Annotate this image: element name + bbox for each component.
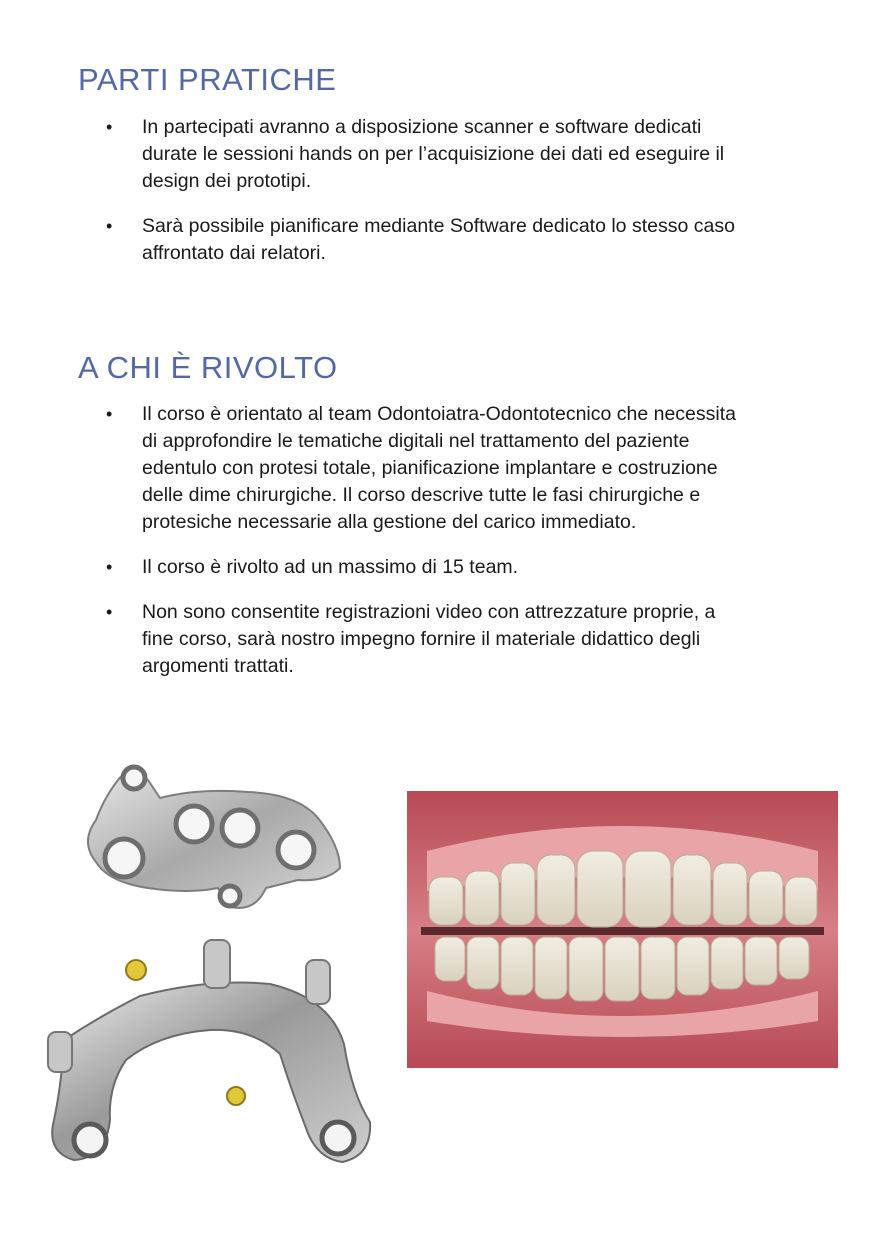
section-title-a-chi-e-rivolto: A CHI È RIVOLTO: [78, 350, 338, 385]
surgical-guide-upper-image: [78, 758, 358, 918]
bullet-list-parti-pratiche: [0, 114, 780, 285]
list-item: • Non sono consentite registrazioni video con attrezzature proprie, a fine corso, sarà nostro impegno fornire il materiale didattico degli argomenti trattati.: [0, 599, 742, 680]
section-title-parti-pratiche: PARTI PRATICHE: [78, 62, 337, 97]
dental-prosthesis-image: [407, 791, 838, 1068]
list-item: • Il corso è orientato al team Odontoiatra-Odontotecnico che necessita di approfondire le tematiche digitali nel trattamento del paziente edentulo con protesi totale, pianificazione implantare e costruzione delle dime chirurgiche. Il corso descrive tutte le fasi chirurgiche e protesiche necessarie alla gestione del carico immediato.: [0, 401, 742, 536]
list-item: • Sarà possibile pianificare mediante Software dedicato lo stesso caso affrontato dai relatori.: [0, 213, 742, 267]
surgical-guide-lower-image: [40, 932, 380, 1177]
bullet-list-a-chi-e-rivolto: [0, 401, 780, 698]
list-item: • In partecipati avranno a disposizione scanner e software dedicati durate le sessioni hands on per l’acquisizione dei dati ed eseguire il design dei prototipi.: [0, 114, 742, 195]
list-item: • Il corso è rivolto ad un massimo di 15 team.: [0, 554, 742, 581]
